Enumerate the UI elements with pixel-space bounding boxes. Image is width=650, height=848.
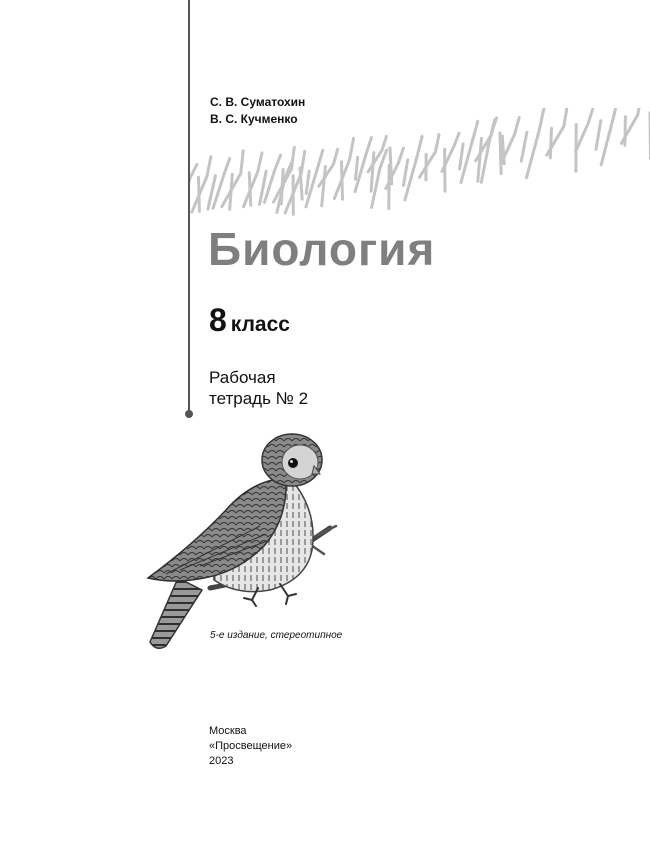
pine-needle (350, 138, 354, 159)
pine-needle (500, 133, 501, 174)
workbook-line-2: тетрадь № 2 (209, 389, 309, 408)
owl-eye (288, 458, 298, 468)
pine-needle (317, 150, 323, 169)
pine-needle (322, 167, 326, 206)
pine-needle (417, 137, 422, 158)
pine-needle (564, 108, 567, 127)
pine-needle (371, 153, 374, 192)
pine-needle (306, 171, 309, 193)
pine-needle (275, 155, 281, 170)
vertical-rule-dot (185, 410, 193, 418)
grade-word: класс (230, 313, 290, 336)
pine-needle (241, 151, 243, 174)
pine-needle (258, 153, 262, 172)
pine-needle (515, 118, 520, 135)
pine-needle (613, 108, 618, 119)
pine-needle (625, 117, 626, 146)
pine-needle (207, 157, 211, 177)
pine-needle (399, 148, 404, 162)
imprint-year: 2023 (209, 755, 234, 767)
pine-needle (596, 121, 601, 150)
grade-label (209, 302, 290, 339)
pine-needle (601, 119, 613, 165)
author-2: В. С. Кучменко (210, 112, 298, 126)
pine-needle (224, 159, 230, 175)
edition-note: 5-е издание, стереотипное (210, 630, 343, 641)
pine-needles-decoration (190, 108, 650, 238)
pine-needle (472, 121, 478, 141)
pine-needle (334, 149, 338, 164)
owl-illustration (140, 430, 343, 655)
pine-needle (190, 165, 197, 179)
pine-needle (460, 144, 464, 169)
pine-needle (550, 128, 551, 158)
book-title: Биология (208, 223, 436, 275)
pine-needle (521, 132, 527, 161)
pine-needle (403, 160, 407, 186)
imprint (209, 724, 292, 769)
author-1: С. В. Суматохин (210, 95, 306, 109)
imprint-publisher: «Просвещение» (209, 740, 293, 752)
pine-needle (435, 135, 439, 152)
imprint-city: Москва (209, 725, 247, 737)
workbook-label (209, 367, 308, 409)
pine-needle (366, 137, 372, 155)
pine-needle (356, 157, 358, 179)
pine-needle (539, 108, 544, 130)
pine-needle (638, 108, 642, 115)
pine-needle (527, 130, 540, 177)
pine-needle (301, 151, 305, 173)
owl-tail (150, 578, 202, 648)
workbook-line-1: Рабочая (209, 368, 276, 387)
pine-needle (478, 138, 482, 181)
pine-needle (454, 133, 459, 147)
pine-needle (547, 127, 564, 156)
grade-number: 8 (209, 302, 227, 338)
pine-needle (589, 108, 594, 123)
pine-needle (382, 136, 387, 150)
